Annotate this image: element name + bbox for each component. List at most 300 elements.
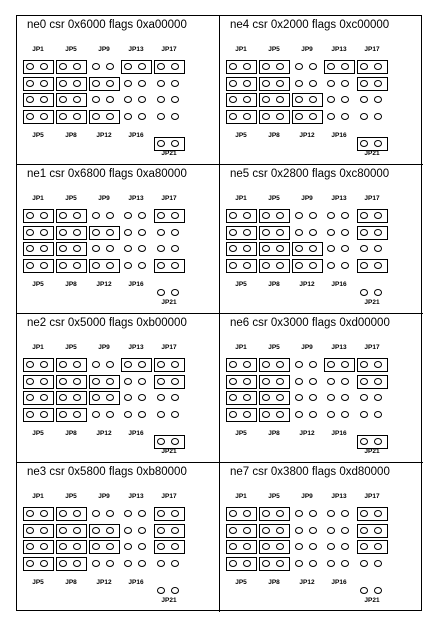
jumper-pin [26,361,34,368]
jumper-pin [40,394,48,401]
jumper-label-top: JP17 [161,195,177,202]
jumper-pin [157,411,165,418]
jumper-pin [243,527,251,534]
jumper-pin [229,229,237,236]
jumper-pin [157,510,165,517]
jumper-label-bottom: JP12 [299,430,315,437]
jumper-label-bottom: JP8 [65,579,77,586]
jumper-pin [40,560,48,567]
jumper-pin [171,560,179,567]
jumper-label-bottom: JP8 [65,132,77,139]
jumper-pin [360,96,368,103]
jumper-pin [26,113,34,120]
jumper-pin [157,212,165,219]
jumper-pin [59,378,67,385]
jumper-pin [309,113,317,120]
jumper-label-top: JP1 [32,46,44,53]
jumper-label-bottom: JP5 [32,281,44,288]
jumper-pin [157,361,165,368]
jumper-pin [138,212,146,219]
jumper-label-top: JP13 [128,493,144,500]
jumper-pin [157,113,165,120]
jumper-pin [138,361,146,368]
jumper-pin [73,378,81,385]
jumper-label-top: JP17 [161,46,177,53]
jumper-pin [171,510,179,517]
jumper-pin [360,212,368,219]
card-title: ne6 csr 0x3000 flags 0xd00000 [230,317,390,329]
jumper-pin [59,80,67,87]
jumper-label-top: JP5 [268,195,280,202]
jumper-pin [295,229,303,236]
jumper-pin [295,527,303,534]
jumper-pin [243,96,251,103]
jumper-pin [138,510,146,517]
jumper-pin [138,63,146,70]
jumper-pin [106,510,114,517]
jumper-pin [374,438,382,445]
jumper-label-top: JP5 [65,344,77,351]
jumper-pin [138,527,146,534]
jumper-pin [40,510,48,517]
jumper-pin [360,245,368,252]
jumper-pin [374,113,382,120]
jumper-pin [276,229,284,236]
jumper-pin [40,543,48,550]
jumper-pin [124,394,132,401]
jumper-pin [276,80,284,87]
jumper-pin [92,510,100,517]
jumper-pin [73,245,81,252]
jumper-pin [59,245,67,252]
jumper-label-bottom: JP12 [96,579,112,586]
jumper-label-top: JP5 [65,46,77,53]
jumper-pin [157,378,165,385]
jumper-pin [157,63,165,70]
jumper-pin [327,80,335,87]
jumper-pin [262,245,270,252]
jumper-pin [171,63,179,70]
jumper-pin [92,96,100,103]
jumper-pin [295,262,303,269]
jumper-pin [360,438,368,445]
jumper-pin [26,212,34,219]
jumper-pin [360,63,368,70]
jumper-pin [327,411,335,418]
jumper-pin [73,113,81,120]
jumper-pin [171,212,179,219]
jumper-label-top: JP17 [364,195,380,202]
jumper-card [220,165,423,314]
jumper-pin [243,262,251,269]
jumper-label-bottom: JP8 [268,579,280,586]
jumper-pin [92,411,100,418]
jumper-pin [229,361,237,368]
jumper-pin [40,63,48,70]
card-title: ne3 csr 0x5800 flags 0xb80000 [27,466,187,478]
jumper-pin [374,361,382,368]
jumper-label-top: JP9 [98,344,110,351]
jumper-pin [295,394,303,401]
jumper-pin [40,80,48,87]
card-title: ne5 csr 0x2800 flags 0xc80000 [230,168,390,180]
jumper-pin [124,96,132,103]
jumper-pin [40,262,48,269]
card-title: ne1 csr 0x6800 flags 0xa80000 [27,168,187,180]
jumper-pin [171,113,179,120]
jumper-label-bottom: JP16 [331,430,347,437]
jumper-pin [171,438,179,445]
jumper-pin [309,262,317,269]
jumper-label-bottom: JP12 [299,281,315,288]
jumper-pin [124,113,132,120]
jumper-pin [341,378,349,385]
jumper-pin [374,63,382,70]
jumper-pin [327,394,335,401]
jumper-pin [360,80,368,87]
jumper-label-bottom: JP12 [96,430,112,437]
jumper-pin [262,394,270,401]
jumper-pin [229,80,237,87]
jumper-pin [106,113,114,120]
jumper-pin [26,80,34,87]
jumper-label-top: JP1 [32,493,44,500]
jumper-pin [171,262,179,269]
jumper-pin [26,527,34,534]
jumper-pin [124,560,132,567]
jumper-pin [73,262,81,269]
jumper-pin [157,262,165,269]
jumper-pin [229,560,237,567]
jumper-label-jp21: JP21 [161,448,177,455]
jumper-pin [26,262,34,269]
jumper-pin [243,378,251,385]
jumper-pin [374,527,382,534]
jumper-pin [309,543,317,550]
jumper-pin [124,262,132,269]
jumper-pin [26,378,34,385]
jumper-pin [262,543,270,550]
jumper-pin [92,113,100,120]
jumper-pin [92,560,100,567]
card-title: ne2 csr 0x5000 flags 0xb00000 [27,317,187,329]
jumper-pin [138,229,146,236]
jumper-pin [157,560,165,567]
jumper-label-jp21: JP21 [161,299,177,306]
jumper-label-top: JP9 [301,344,313,351]
jumper-pin [276,411,284,418]
jumper-pin [341,63,349,70]
jumper-pin [360,262,368,269]
jumper-pin [106,361,114,368]
jumper-pin [106,245,114,252]
jumper-label-bottom: JP12 [299,579,315,586]
jumper-settings-sheet [16,15,422,611]
jumper-label-top: JP5 [268,493,280,500]
jumper-label-bottom: JP5 [32,132,44,139]
jumper-pin [92,361,100,368]
jumper-pin [276,96,284,103]
jumper-pin [73,527,81,534]
jumper-pin [40,212,48,219]
jumper-pin [295,96,303,103]
jumper-pin [309,245,317,252]
jumper-pin [360,361,368,368]
jumper-pin [73,96,81,103]
jumper-pin [276,245,284,252]
jumper-pin [374,394,382,401]
jumper-label-top: JP17 [161,344,177,351]
jumper-pin [262,510,270,517]
jumper-label-top: JP13 [128,46,144,53]
jumper-pin [106,80,114,87]
jumper-pin [73,212,81,219]
jumper-pin [40,245,48,252]
jumper-pin [157,587,165,594]
jumper-pin [171,543,179,550]
jumper-pin [106,411,114,418]
jumper-pin [374,80,382,87]
jumper-pin [341,245,349,252]
jumper-label-bottom: JP5 [32,579,44,586]
jumper-pin [341,80,349,87]
jumper-pin [341,113,349,120]
jumper-pin [309,229,317,236]
jumper-pin [262,560,270,567]
jumper-pin [262,113,270,120]
jumper-pin [276,262,284,269]
jumper-pin [262,229,270,236]
jumper-pin [341,361,349,368]
jumper-label-bottom: JP5 [235,430,247,437]
jumper-pin [157,140,165,147]
jumper-pin [243,394,251,401]
jumper-pin [138,113,146,120]
jumper-label-bottom: JP8 [268,132,280,139]
jumper-pin [374,262,382,269]
jumper-pin [374,229,382,236]
jumper-pin [243,63,251,70]
jumper-pin [360,289,368,296]
jumper-pin [374,245,382,252]
jumper-pin [229,543,237,550]
jumper-label-bottom: JP16 [128,281,144,288]
jumper-pin [59,543,67,550]
jumper-pin [157,394,165,401]
jumper-pin [138,245,146,252]
jumper-pin [26,394,34,401]
jumper-pin [106,527,114,534]
jumper-pin [59,96,67,103]
jumper-pin [106,560,114,567]
jumper-pin [106,96,114,103]
jumper-pin [171,587,179,594]
jumper-pin [73,510,81,517]
jumper-card [17,16,220,165]
jumper-label-bottom: JP8 [65,281,77,288]
jumper-pin [171,289,179,296]
jumper-pin [243,411,251,418]
jumper-pin [327,63,335,70]
jumper-pin [106,63,114,70]
jumper-pin [171,80,179,87]
jumper-label-top: JP5 [65,195,77,202]
jumper-pin [295,411,303,418]
jumper-pin [26,411,34,418]
jumper-pin [374,543,382,550]
jumper-pin [295,510,303,517]
jumper-pin [171,378,179,385]
jumper-label-top: JP5 [268,46,280,53]
jumper-pin [360,411,368,418]
jumper-pin [138,96,146,103]
jumper-pin [171,96,179,103]
jumper-card [220,314,423,463]
jumper-label-bottom: JP12 [96,132,112,139]
jumper-label-top: JP17 [161,493,177,500]
jumper-pin [341,527,349,534]
jumper-pin [40,527,48,534]
jumper-pin [276,378,284,385]
jumper-card [17,165,220,314]
jumper-label-jp21: JP21 [161,150,177,157]
jumper-pin [138,411,146,418]
jumper-pin [243,543,251,550]
jumper-pin [92,229,100,236]
jumper-pin [157,438,165,445]
jumper-pin [276,63,284,70]
jumper-pin [59,113,67,120]
jumper-pin [327,527,335,534]
jumper-pin [92,245,100,252]
jumper-label-bottom: JP5 [235,579,247,586]
jumper-pin [295,245,303,252]
jumper-pin [309,411,317,418]
jumper-pin [138,378,146,385]
jumper-pin [40,229,48,236]
jumper-pin [59,510,67,517]
jumper-pin [40,96,48,103]
jumper-pin [309,560,317,567]
jumper-pin [327,510,335,517]
jumper-pin [243,113,251,120]
jumper-pin [59,361,67,368]
jumper-pin [341,212,349,219]
jumper-label-bottom: JP5 [235,132,247,139]
jumper-pin [374,510,382,517]
jumper-pin [59,527,67,534]
jumper-card [220,463,423,612]
jumper-label-top: JP5 [65,493,77,500]
jumper-pin [59,63,67,70]
jumper-pin [157,543,165,550]
jumper-pin [276,510,284,517]
jumper-pin [157,80,165,87]
jumper-pin [341,510,349,517]
jumper-pin [243,80,251,87]
jumper-pin [295,212,303,219]
jumper-label-top: JP9 [98,195,110,202]
jumper-pin [276,212,284,219]
jumper-pin [341,411,349,418]
jumper-pin [360,140,368,147]
jumper-pin [157,229,165,236]
jumper-card [17,314,220,463]
jumper-pin [26,245,34,252]
jumper-pin [138,394,146,401]
jumper-pin [40,411,48,418]
jumper-pin [92,543,100,550]
jumper-pin [360,113,368,120]
jumper-pin [327,361,335,368]
jumper-pin [73,63,81,70]
jumper-pin [26,510,34,517]
jumper-pin [106,262,114,269]
jumper-label-top: JP9 [301,46,313,53]
jumper-pin [327,96,335,103]
jumper-pin [26,63,34,70]
jumper-label-bottom: JP8 [268,281,280,288]
jumper-pin [106,212,114,219]
jumper-pin [229,96,237,103]
jumper-pin [374,212,382,219]
jumper-pin [309,510,317,517]
jumper-pin [276,394,284,401]
jumper-pin [229,245,237,252]
jumper-pin [276,560,284,567]
jumper-pin [327,560,335,567]
jumper-pin [26,560,34,567]
jumper-pin [262,262,270,269]
jumper-pin [138,262,146,269]
jumper-pin [124,411,132,418]
jumper-pin [73,229,81,236]
jumper-pin [229,378,237,385]
jumper-pin [360,560,368,567]
jumper-label-top: JP13 [128,195,144,202]
jumper-pin [341,560,349,567]
jumper-pin [171,361,179,368]
jumper-pin [374,289,382,296]
jumper-pin [106,394,114,401]
jumper-pin [229,527,237,534]
jumper-pin [243,229,251,236]
jumper-label-top: JP13 [331,344,347,351]
jumper-pin [92,212,100,219]
jumper-pin [229,510,237,517]
jumper-pin [341,394,349,401]
jumper-label-top: JP13 [128,344,144,351]
jumper-pin [92,80,100,87]
jumper-card [17,463,220,612]
jumper-label-jp21: JP21 [364,597,380,604]
jumper-pin [309,96,317,103]
jumper-label-bottom: JP5 [235,281,247,288]
jumper-pin [59,411,67,418]
jumper-pin [327,229,335,236]
jumper-pin [327,212,335,219]
jumper-pin [295,80,303,87]
jumper-pin [341,262,349,269]
jumper-label-bottom: JP12 [299,132,315,139]
jumper-pin [262,527,270,534]
jumper-pin [262,96,270,103]
jumper-pin [327,245,335,252]
jumper-pin [124,212,132,219]
jumper-pin [276,113,284,120]
jumper-pin [295,63,303,70]
jumper-pin [360,527,368,534]
